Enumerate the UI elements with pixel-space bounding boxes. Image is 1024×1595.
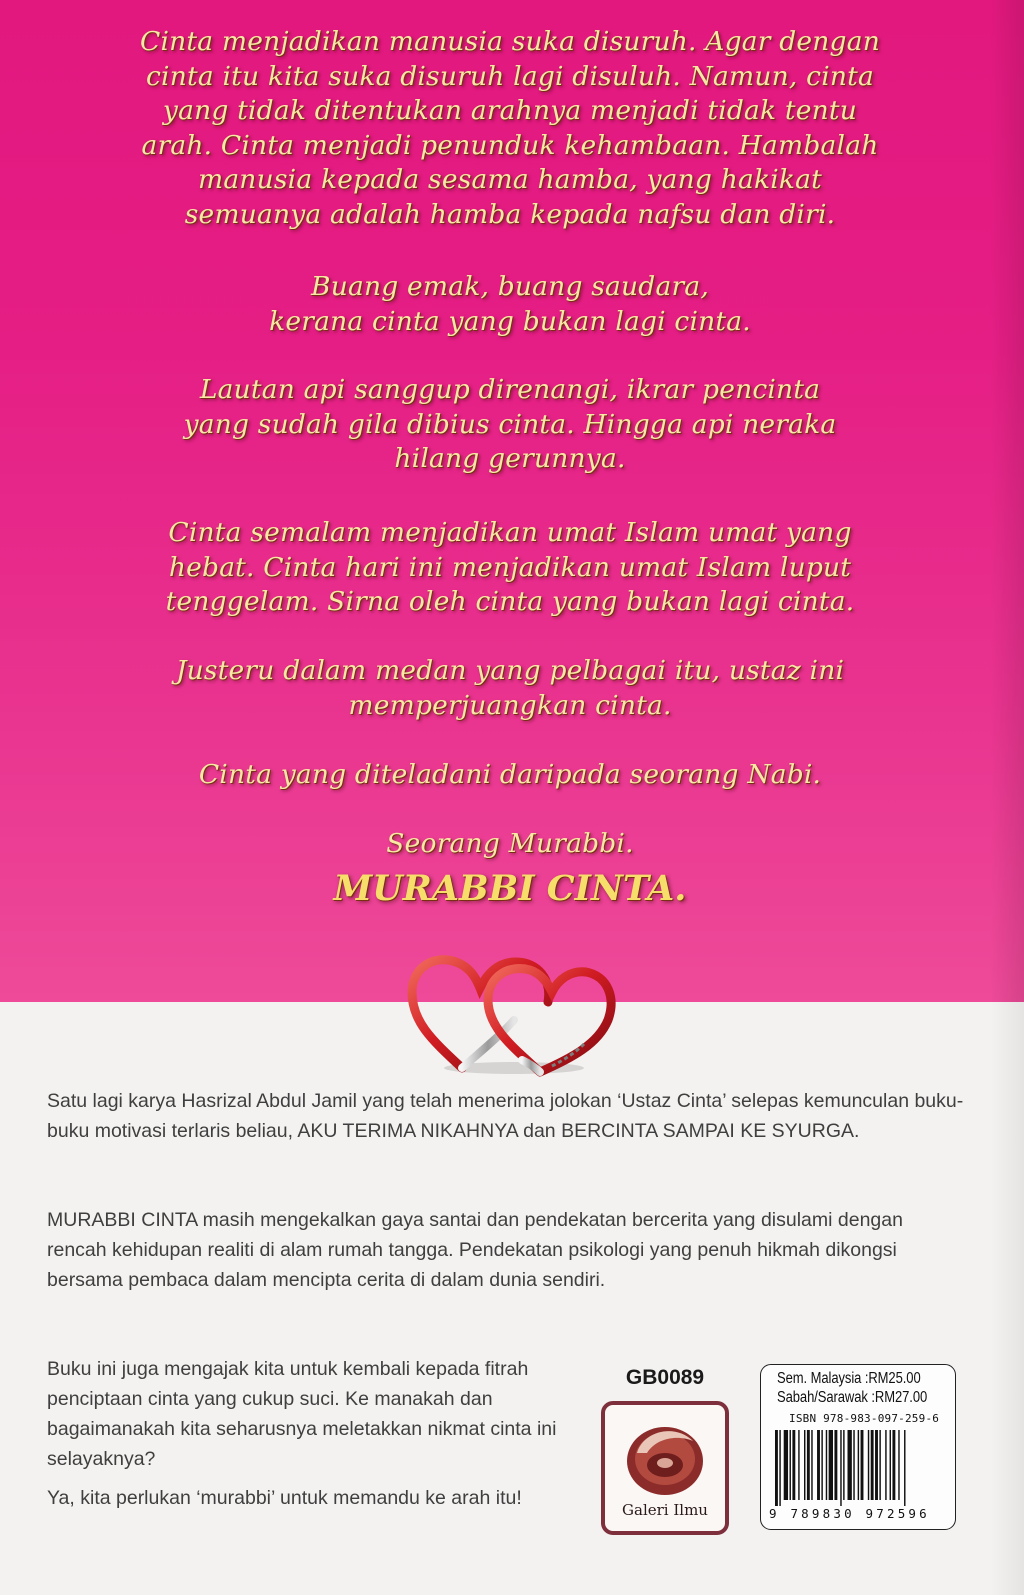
barcode-digits: 9 789830 972596 <box>769 1506 930 1521</box>
barcode-icon <box>775 1430 943 1506</box>
verse-2: Buang emak, buang saudara, kerana cinta yang bukan lagi cinta. <box>269 271 751 337</box>
verse-3: Lautan api sanggup direnangi, ikrar pencinta yang sudah gila dibius cinta. Hingga api neraka hilang gerunnya. <box>183 374 837 474</box>
blurb-paragraph-3: Buku ini juga mengajak kita untuk kembali kepada fitrah penciptaan cinta yang cukup suci. Ke manakah dan bagaimanakah kita seharusnya meletakkan nikmat cinta ini selayaknya? <box>47 1358 557 1470</box>
blurb-paragraph-4: Ya, kita perlukan ‘murabbi’ untuk memandu ke arah itu! <box>47 1487 522 1509</box>
isbn-label: ISBN 978-983-097-259-6 <box>789 1412 940 1425</box>
publisher-logo <box>601 1401 729 1535</box>
interlocked-hearts-icon <box>402 940 622 1080</box>
publisher-name: Galeri Ilmu <box>622 1501 708 1519</box>
verse-5: Justeru dalam medan yang pelbagai itu, ustaz ini memperjuangkan cinta. <box>175 655 845 721</box>
publisher-emblem-icon <box>619 1413 711 1501</box>
verse-7: Seorang Murabbi. <box>386 828 634 859</box>
price-east-malaysia: Sabah/Sarawak :RM27.00 <box>777 1389 928 1406</box>
blurb-paragraph-2: MURABBI CINTA masih mengekalkan gaya santai dan pendekatan bercerita yang disulami dengan rencah kehidupan realiti di alam rumah tangga. Pendekatan psikologi yang penuh hikmah dikongsi bersama pembaca dalam mencipta cerita di dalam dunia sendiri. <box>47 1209 903 1291</box>
book-title: MURABBI CINTA. <box>333 868 687 909</box>
verse-6: Cinta yang diteladani daripada seorang Nabi. <box>198 759 822 790</box>
blurb-paragraph-1: Satu lagi karya Hasrizal Abdul Jamil yang telah menerima jolokan ‘Ustaz Cinta’ selepas kemunculan buku-buku motivasi terlaris beliau, AKU TERIMA NIKAHNYA dan BERCINTA SAMPAI KE SYURGA. <box>47 1090 964 1142</box>
verse-4: Cinta semalam menjadikan umat Islam umat yang hebat. Cinta hari ini menjadikan umat Islam luput tenggelam. Sirna oleh cinta yang bukan lagi cinta. <box>165 517 855 617</box>
price-peninsular: Sem. Malaysia :RM25.00 <box>777 1370 921 1387</box>
verse-1: Cinta menjadikan manusia suka disuruh. Agar dengan cinta itu kita suka disuruh lagi disuluh. Namun, cinta yang tidak ditentukan arahnya menjadi tidak tentu arah. Cinta menjadi penunduk kehambaan. Hambalah manusia kepada sesama hamba, yang hakikat semuanya adalah hamba kepada nafsu dan diri. <box>140 26 880 230</box>
price-barcode-box <box>760 1364 956 1530</box>
book-code: GB0089 <box>625 1366 705 1389</box>
